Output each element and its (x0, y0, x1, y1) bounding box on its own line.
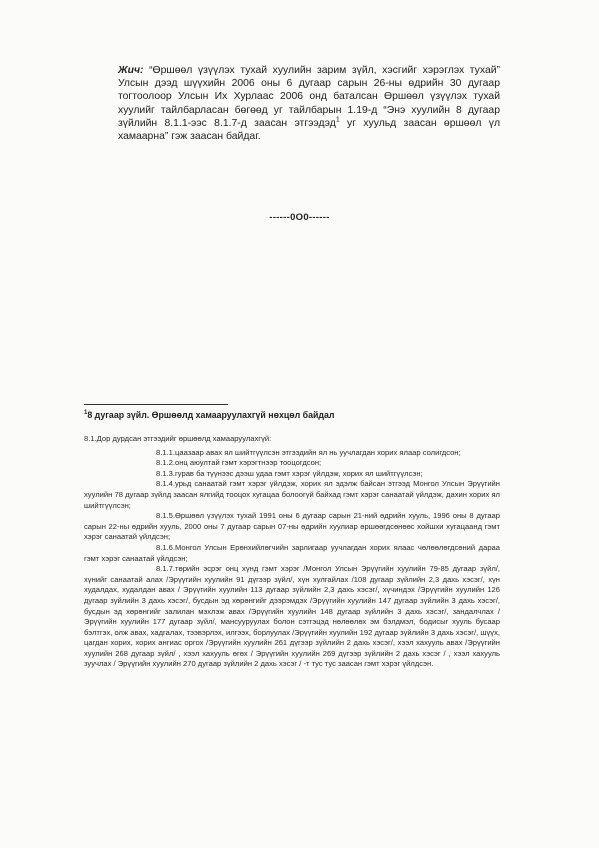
note-text: “Өршөөл үзүүлэх тухай хуулийн зарим зүйл, хэсгийг хэрэглэх тухай” Улсын дээд шүүхийн 2006 оны 6 дугаар сарын 26-ны өдрийн 30 дугаар тогтоолоор Улсын Их Хурлаас 2006 онд баталсан Өршөөл үзүүлэх тухай хуулийг тайлбарласан бөгөөд уг тайлбарын 1.19-д “Энэ хуулийн 8 дугаар зүйлийн 8.1.1-ээс 8.1.7-д заасан этгээдэд (118, 65, 500, 129)
footnote-divider (84, 404, 228, 405)
note-paragraph (118, 64, 500, 143)
footnote-item-8-1-3: 8.1.3.гурав ба түүнээс дээш удаа гэмт хэрэг үйлдэж, хорих ял шийтгүүлсэн; (156, 468, 423, 478)
section-separator: ------0О0------ (269, 212, 330, 223)
footnote-reference[interactable]: 1 (335, 116, 340, 124)
footnote-title (84, 410, 334, 420)
footnote-item-8-1-6: 8.1.6.Монгол Улсын Ерөнхийлөгчийн зарлигаар уучлагдан хорих ялаас чөлөөлөгдсөний дараа гэмт хэрэг санаатай үйлдсэн; (84, 542, 500, 563)
footnote-item-8-1-1: 8.1.1.цаазаар авах ял шийтгүүлсэн этгээдийн ял нь уучлагдан хорих ялаар солигдсон; (156, 447, 461, 457)
note-label: Жич: (118, 65, 144, 76)
footnote-item-8-1-2: 8.1.2.онц аюултай гэмт хэрэгтнээр тооцогдсон; (156, 458, 322, 468)
footnote-title-text: 8 дугаар зүйл. Өршөөлд хамааруулахгүй нөхцөл байдал (87, 410, 335, 420)
footnote-item-8-1-5: 8.1.5.Өршөөл үзүүлэх тухай 1991 оны 6 дугаар сарын 21-ний өдрийн хууль, 1996 оны 8 дугаар сарын 22-ны өдрийн хууль, 2000 оны 7 дугаар сарын 07-ны өдрийн хуулиар өршөөгдсөнөөс хойшхи хугацаанд гэмт хэрэг санаатай үйлдсэн; (84, 511, 500, 542)
footnote-body (84, 434, 500, 670)
note-tail: уг хуульд заасан өршөөл үл хамаарна” гэж заасан байдаг. (118, 117, 501, 143)
footnote-marker: 1 (84, 410, 88, 417)
footnote-item-8-1-4: 8.1.4.урьд санаатай гэмт хэрэг үйлдэж, хорих ял эдэлж байсан этгээд Монгол Улсын Эрүүгийн хуулийн 78 дугаар зүйлд заасан ялгийд тооцох хугацаа болоогүй байхад гэмт хэрэг санаатай үйлдэж, дахин хорих ял шийтгүүлсэн; (84, 479, 500, 510)
footnote-item-8-1-7: 8.1.7.төрийн эсрэг онц хүнд гэмт хэрэг /Монгол Улсын Эрүүгийн хуулийн 79-85 дугаар зүйл/, хүнийг санаатай алах /Эрүүгийн хуулийн 91 дүгээр зүйл/, хүн хулгайлах /108 дугаар зүйлийн 2,3 дахь хэсэг/, хүн худалдах, худалдан авах / Эрүүгийн хуулийн 113 дугаар зүйлийн 2,3 дахь хэсэг/, хүчиндэх /Эрүүгийн хуулийн 126 дугаар зүйлийн 3 дахь хэсэг/, бусдын эд хөрөнгийг дээрэмдэх /Эрүүгийн хуулийн 147 дугаар зүйлийн 3 дахь хэсэг/, бусдын эд хөрөнгийг залилан мэхлэж авах /Эрүүгийн хуулийн 148 дугаар зүйлийн 3 дахь хэсэг/, зандалчлах /Эрүүгийн хуулийн 177 дугаар зүйл/, мансууруулах болон сэтгэцэд нөлөөлөх эм бэлдмэл, бодисыг хууль бусаар бэлтгэх, олж авах, хадгалах, тээвэрлэх, илгээх, борлуулах /Эрүүгийн хуулийн 192 дугаар зүйлийн 3 дахь хэсэг/, шүүх, цагдан хорих, хорих ангиас оргох /Эрүүгийн хуулийн 261 дүгээр зүйлийн 2 дахь хэсэг/, хээл хахууль авах /Эрүүгийн хуулийн 268 дугаар зүйл/ , хээл хахууль өгөх / Эрүүгийн хуулийн 269 дүгээр зүйлийн 2 дахь хэсэг / , хээл хахууль зуучлах / Эрүүгийн хуулийн 270 дугаар зүйлийн 2 дахь хэсэг / -т тус тус заасан гэмт хэрэг үйлдсэн. (84, 564, 500, 669)
footnote-intro: 8.1.Дор дурдсан этгээдийг өршөөлд хамааруулахгүй: (84, 434, 272, 443)
